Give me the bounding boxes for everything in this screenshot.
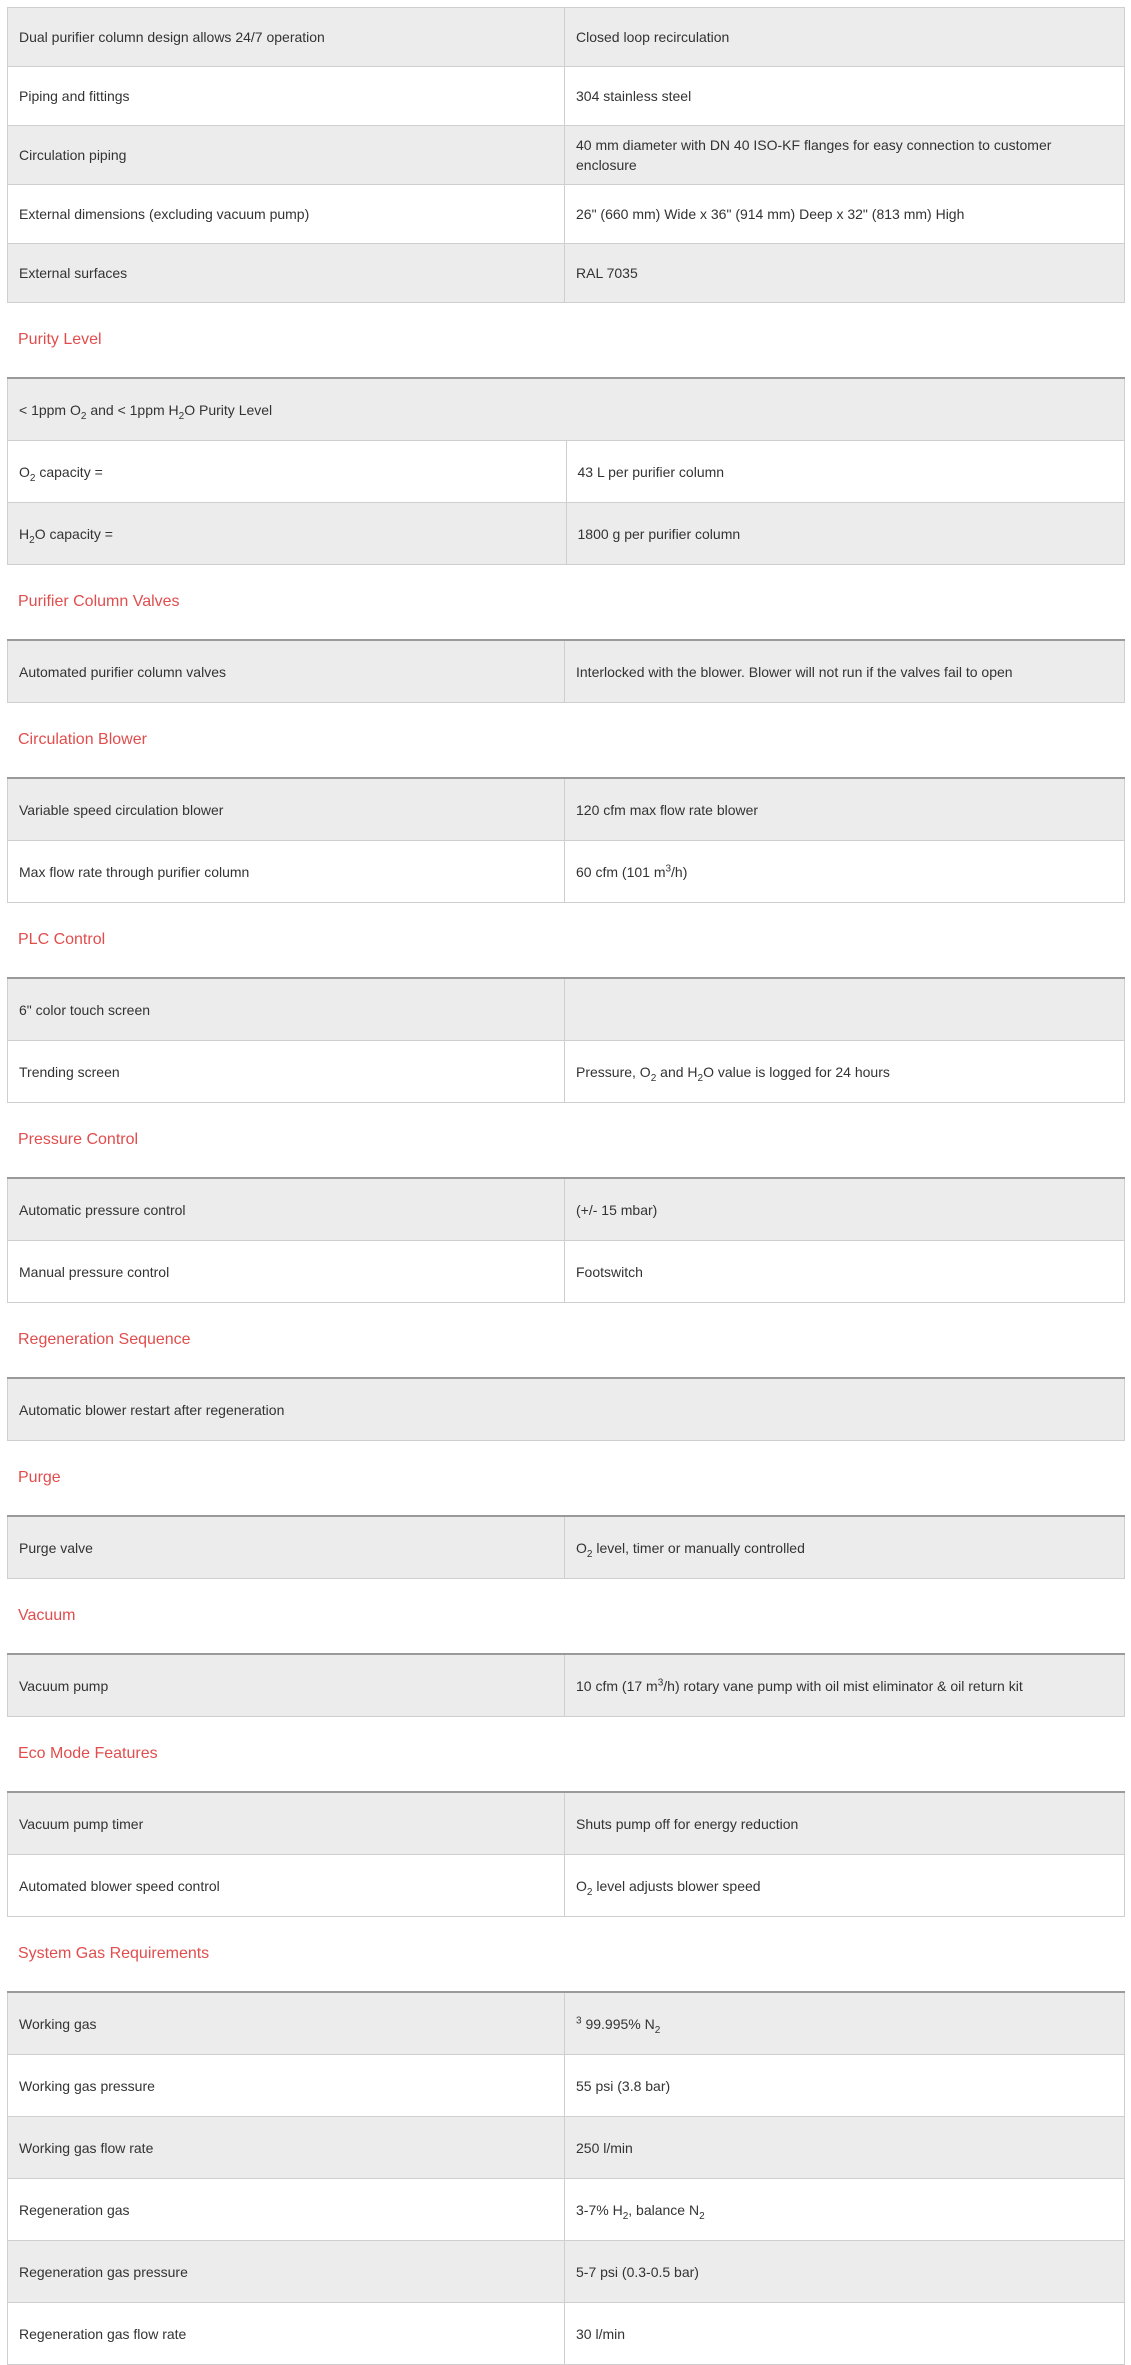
section-table: [7, 977, 1125, 1103]
section-heading: Vacuum: [18, 1607, 76, 1624]
spec-sections: [7, 303, 1125, 2365]
spec-label: Working gas: [8, 1992, 565, 2055]
spec-value: 120 cfm max flow rate blower: [565, 778, 1125, 841]
spec-label: Purge valve: [8, 1516, 565, 1579]
section-table: [7, 777, 1125, 903]
table-row: [8, 2117, 1125, 2179]
table-row: [8, 1992, 1125, 2055]
spec-value: $O_2$ level, timer or manually controlled: [565, 1516, 1125, 1579]
table-row: [8, 2241, 1125, 2303]
spec-label: External dimensions (excluding vacuum pump): [8, 185, 565, 244]
table-row: [8, 441, 1125, 503]
spec-label: External surfaces: [8, 244, 565, 303]
spec-value: Pressure, $O_2$ and $H_2O$ value is logged for 24 hours: [565, 1041, 1125, 1103]
spec-label: < 1ppm $O_2$ and < 1ppm $H_2O$ Purity Level: [8, 378, 1125, 441]
spec-value: 26" (660 mm) Wide x 36" (914 mm) Deep x 32" (813 mm) High: [565, 185, 1125, 244]
table-row: [8, 67, 1125, 126]
spec-label: Variable speed circulation blower: [8, 778, 565, 841]
table-row: [8, 2303, 1125, 2365]
spec-page: [7, 7, 1125, 2365]
table-row: [8, 244, 1125, 303]
spec-label: Regeneration gas flow rate: [8, 2303, 565, 2365]
table-row: [8, 640, 1125, 703]
section-heading: Pressure Control: [18, 1131, 139, 1148]
table-row: [8, 8, 1125, 67]
section-heading: Purge: [18, 1469, 61, 1486]
spec-value: $O_2$ level adjusts blower speed: [565, 1855, 1125, 1917]
section-table: [7, 1653, 1125, 1717]
section-table: [7, 1791, 1125, 1917]
spec-label: $O_2$ capacity =: [8, 441, 567, 503]
table-row: [8, 503, 1125, 565]
spec-label: 6" color touch screen: [8, 978, 565, 1041]
table-row: [8, 1178, 1125, 1241]
spec-value: 43 L per purifier column: [566, 441, 1125, 503]
table-row: [8, 2055, 1125, 2117]
section-heading: System Gas Requirements: [18, 1945, 210, 1962]
spec-value: Footswitch: [565, 1241, 1125, 1303]
table-row: [8, 378, 1125, 441]
spec-label: Trending screen: [8, 1041, 565, 1103]
spec-label: Max flow rate through purifier column: [8, 841, 565, 903]
section-heading: Eco Mode Features: [18, 1745, 158, 1762]
spec-value: Interlocked with the blower. Blower will not run if the valves fail to open: [565, 640, 1125, 703]
spec-label: Working gas flow rate: [8, 2117, 565, 2179]
spec-value: 250 l/min: [565, 2117, 1125, 2179]
spec-label: Regeneration gas: [8, 2179, 565, 2241]
spec-value: 3-7% $H_2$, balance $N_2$: [565, 2179, 1125, 2241]
section-heading: PLC Control: [18, 931, 106, 948]
table-row: [8, 126, 1125, 185]
section-table: [7, 1377, 1125, 1441]
table-row: [8, 1041, 1125, 1103]
spec-label: Vacuum pump timer: [8, 1792, 565, 1855]
section-heading: Circulation Blower: [18, 731, 147, 748]
section-heading: Purity Level: [18, 331, 102, 348]
spec-label: $H_2O$ capacity =: [8, 503, 567, 565]
spec-value: 40 mm diameter with DN 40 ISO-KF flanges for easy connection to customer enclosure: [565, 126, 1125, 185]
spec-label: Working gas pressure: [8, 2055, 565, 2117]
section-heading: Regeneration Sequence: [18, 1331, 191, 1348]
section-table: [7, 1515, 1125, 1579]
table-row: [8, 1378, 1125, 1441]
table-row: [8, 1241, 1125, 1303]
spec-value: (+/- 15 mbar): [565, 1178, 1125, 1241]
spec-label: Circulation piping: [8, 126, 565, 185]
spec-label: Automatic blower restart after regeneration: [8, 1378, 1125, 1441]
spec-label: Regeneration gas pressure: [8, 2241, 565, 2303]
spec-value: RAL 7035: [565, 244, 1125, 303]
section-table: [7, 1177, 1125, 1303]
spec-label: Piping and fittings: [8, 67, 565, 126]
table-row: [8, 778, 1125, 841]
table-row: [8, 978, 1125, 1041]
section-table: [7, 639, 1125, 703]
table-row: [8, 1516, 1125, 1579]
spec-value: $^3$ 99.995% $N_2$: [565, 1992, 1125, 2055]
section-table: [7, 377, 1125, 565]
general-spec-table: [7, 7, 1125, 303]
table-row: [8, 1654, 1125, 1717]
spec-value: 30 l/min: [565, 2303, 1125, 2365]
spec-label: Manual pressure control: [8, 1241, 565, 1303]
table-row: [8, 1855, 1125, 1917]
spec-value: Shuts pump off for energy reduction: [565, 1792, 1125, 1855]
spec-value: Closed loop recirculation: [565, 8, 1125, 67]
spec-value: 60 cfm (101 $m^3/h$): [565, 841, 1125, 903]
table-row: [8, 185, 1125, 244]
spec-label: Automated purifier column valves: [8, 640, 565, 703]
section-table: [7, 1991, 1125, 2365]
table-row: [8, 841, 1125, 903]
spec-label: Vacuum pump: [8, 1654, 565, 1717]
section-heading: Purifier Column Valves: [18, 593, 180, 610]
spec-value: 55 psi (3.8 bar): [565, 2055, 1125, 2117]
spec-label: Automated blower speed control: [8, 1855, 565, 1917]
spec-value: 10 cfm (17 $m^3/h$) rotary vane pump with oil mist eliminator & oil return kit: [565, 1654, 1125, 1717]
spec-value: 1800 g per purifier column: [566, 503, 1125, 565]
spec-value: 5-7 psi (0.3-0.5 bar): [565, 2241, 1125, 2303]
spec-label: Automatic pressure control: [8, 1178, 565, 1241]
spec-value: [565, 978, 1125, 1041]
spec-value: 304 stainless steel: [565, 67, 1125, 126]
spec-label: Dual purifier column design allows 24/7 operation: [8, 8, 565, 67]
table-row: [8, 1792, 1125, 1855]
table-row: [8, 2179, 1125, 2241]
